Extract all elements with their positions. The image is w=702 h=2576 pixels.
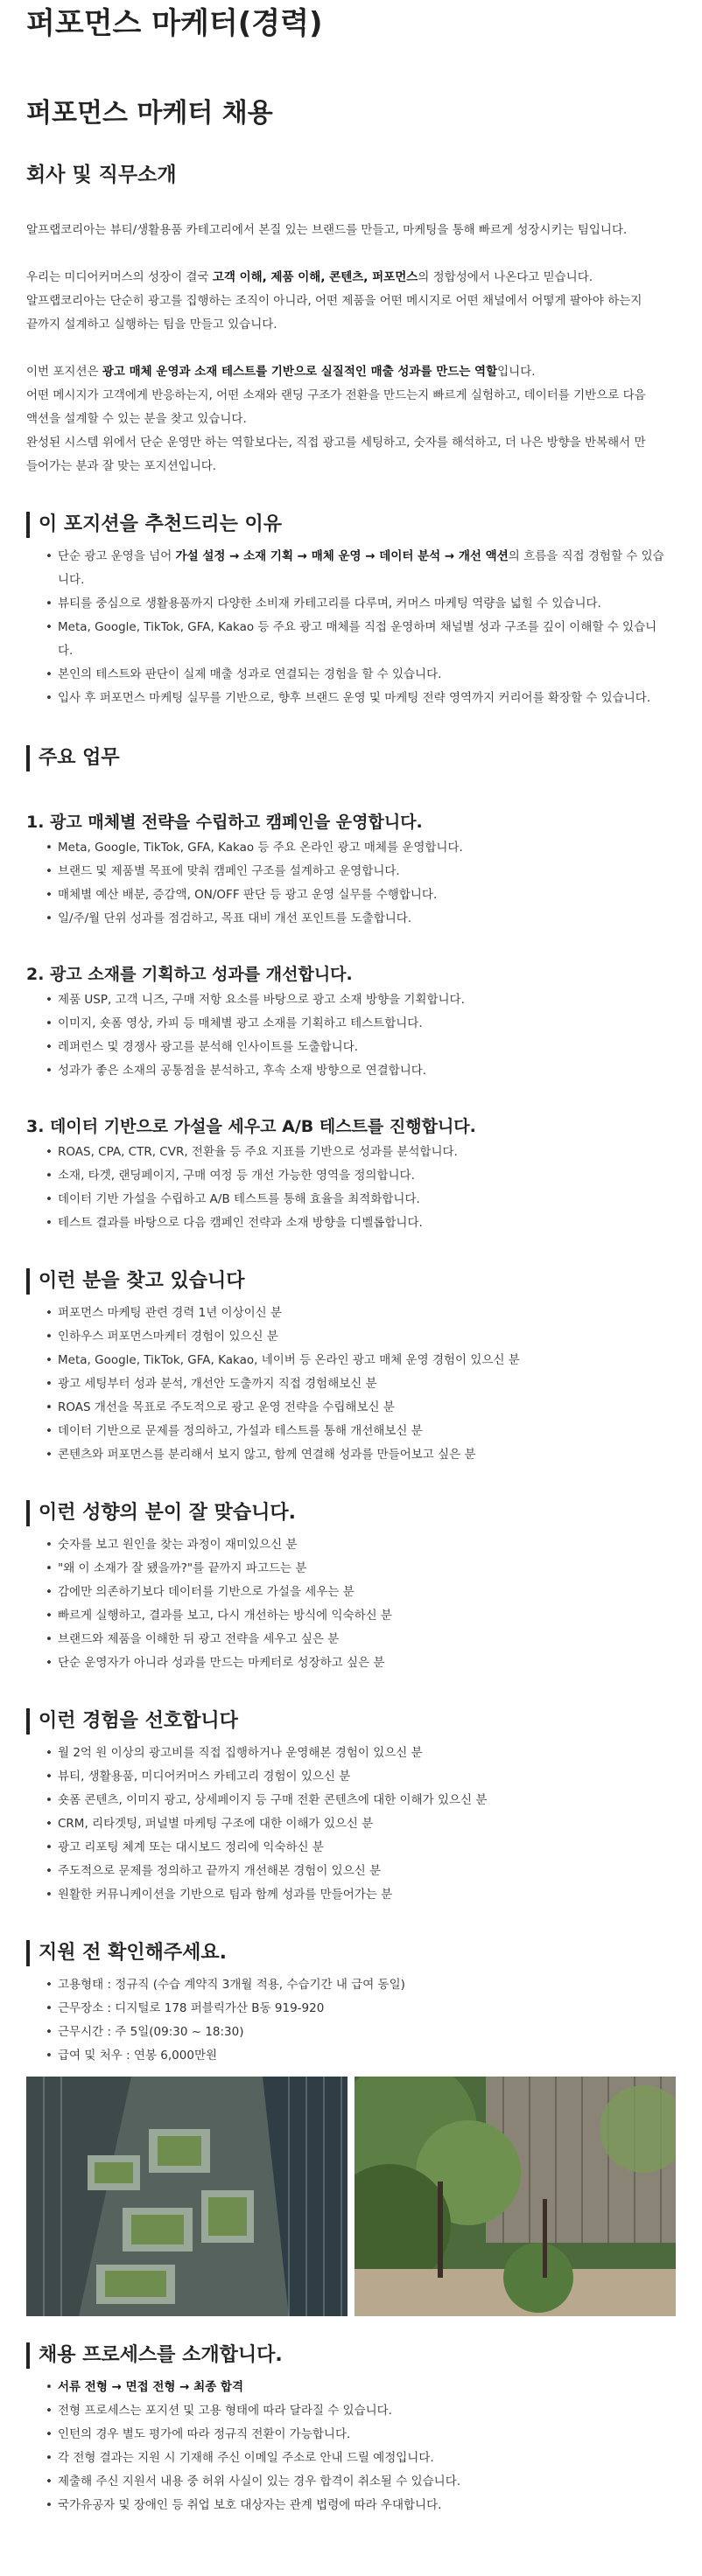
list-item: • 인턴의 경우 별도 평가에 따라 정규직 전환이 가능합니다. (46, 2423, 676, 2447)
list-item: • 원활한 커뮤니케이션을 기반으로 팀과 함께 성과를 만들어가는 분 (46, 1883, 676, 1907)
list-item: • 퍼포먼스 마케팅 관련 경력 1년 이상이신 분 (46, 1302, 676, 1325)
list-item: • ROAS 개선을 목표로 주도적으로 광고 운영 전략을 수립해보신 분 (46, 1396, 676, 1420)
recommend-list (26, 545, 676, 710)
list-item: • 월 2억 원 이상의 광고비를 직접 집행하거나 운영해본 경험이 있으신 분 (46, 1742, 676, 1765)
intro-paragraph-3: 이번 포지션은 광고 매체 운영과 소재 테스트를 기반으로 실질적인 매출 성과를 만드는 역할입니다. 어떤 메시지가 고객에게 반응하는지, 어떤 소재와 랜딩 구조가 전환을 만드는지 빠르게 실험하고, 데이터를 기반으로 다음 액션을 설계할 수 있는 분을 찾고 있습니다. 완성된 시스템 위에서 단순 운영만 하는 역할보다는, 직접 광고를 세팅하고, 숫자를 해석하고, 더 나은 방향을 반복해서 만 들어가는 분과 잘 맞는 포지션입니다. (26, 365, 646, 473)
duty-list (26, 836, 676, 931)
fit-heading: 이런 성향의 분이 잘 맞습니다. (26, 1500, 676, 1526)
duty-group-title: 1. 광고 매체별 전략을 수립하고 캠페인을 운영합니다. (26, 813, 423, 832)
list-item: • 단순 광고 운영을 넘어 가설 설정 → 소재 기획 → 매체 운영 → 데이터 분석 → 개선 액션의 흐름을 직접 경험할 수 있습 니다. (46, 545, 676, 592)
duties-heading: 주요 업무 (26, 745, 676, 771)
list-item: • 고용형태 : 정규직 (수습 계약직 3개월 적용, 수습기간 내 급여 동일) (46, 1973, 676, 1997)
intro-paragraph-2: 우리는 미디어커머스의 성장이 결국 고객 이해, 제품 이해, 콘텐츠, 퍼포먼스의 정합성에서 나온다고 믿습니다. 알프랩코리아는 단순히 광고를 집행하는 조직이 아니라, 어떤 제품을 어떤 메시지로 어떤 채널에서 어떻게 팔아야 하는지 끝까지 설계하고 실행하는 팀을 만들고 있습니다. (26, 270, 642, 332)
job-title: 퍼포먼스 마케터(경력) (26, 6, 323, 41)
list-item: • 뷰티, 생활용품, 미디어커머스 카테고리 경험이 있으신 분 (46, 1765, 676, 1789)
list-item: • 성과가 좋은 소재의 공통점을 분석하고, 후속 소재 방향으로 연결합니다. (46, 1059, 676, 1083)
preferred-heading: 이런 경험을 선호합니다 (26, 1708, 676, 1735)
list-item: • 테스트 결과를 바탕으로 다음 캠페인 전략과 소재 방향을 디벨롭합니다. (46, 1211, 676, 1235)
list-item: • "왜 이 소재가 잘 됐을까?"를 끝까지 파고드는 분 (46, 1557, 676, 1581)
list-item: • 숏폼 콘텐츠, 이미지 광고, 상세페이지 등 구매 전환 콘텐츠에 대한 이해가 있으신 분 (46, 1789, 676, 1812)
list-item: • 데이터 기반으로 문제를 정의하고, 가설과 테스트를 통해 개선해보신 분 (46, 1420, 676, 1443)
looking-for-list (26, 1302, 676, 1467)
office-garden-photo (355, 2077, 676, 2316)
list-item: • 인하우스 퍼포먼스마케터 경험이 있으신 분 (46, 1325, 676, 1349)
fit-list (26, 1533, 676, 1675)
list-item: • 광고 리포팅 체계 또는 대시보드 정리에 익숙하신 분 (46, 1836, 676, 1860)
list-item: • 뷰티를 중심으로 생활용품까지 다양한 소비재 카테고리를 다루며, 커머스 마케팅 역량을 넓힐 수 있습니다. (46, 592, 676, 616)
main-heading: 퍼포먼스 마케터 채용 (26, 98, 273, 129)
intro-heading: 회사 및 직무소개 (26, 164, 177, 186)
check-heading: 지원 전 확인해주세요. (26, 1940, 676, 1966)
preferred-list (26, 1742, 676, 1907)
process-list (26, 2376, 676, 2517)
list-item: • 데이터 기반 가설을 수립하고 A/B 테스트를 통해 효율을 최적화합니다. (46, 1188, 676, 1211)
duty-list (26, 1141, 676, 1235)
looking-for-heading: 이런 분을 찾고 있습니다 (26, 1268, 676, 1295)
recommend-heading: 이 포지션을 추천드리는 이유 (26, 512, 676, 538)
list-item: • 각 전형 결과는 지원 시 기재해 주신 이메일 주소로 안내 드릴 예정입니다. (46, 2447, 676, 2470)
duty-list (26, 988, 676, 1083)
list-item: • 레퍼런스 및 경쟁사 광고를 분석해 인사이트를 도출합니다. (46, 1036, 676, 1059)
list-item: • Meta, Google, TikTok, GFA, Kakao 등 주요 광고 매체를 직접 운영하며 채널별 성과 구조를 깊이 이해할 수 있습니 다. (46, 616, 676, 663)
list-item: • 콘텐츠와 퍼포먼스를 분리해서 보지 않고, 함께 연결해 성과를 만들어보고 싶은 분 (46, 1443, 676, 1467)
list-item: • 근무장소 : 디지털로 178 퍼블릭가산 B동 919-920 (46, 1997, 676, 2021)
duty-group-title: 2. 광고 소재를 기획하고 성과를 개선합니다. (26, 965, 353, 984)
list-item: • 이미지, 숏폼 영상, 카피 등 매체별 광고 소재를 기획하고 테스트합니다. (46, 1012, 676, 1036)
list-item: • 숫자를 보고 원인을 찾는 과정이 재미있으신 분 (46, 1533, 676, 1557)
intro-paragraph-1: 알프랩코리아는 뷰티/생활용품 카테고리에서 본질 있는 브랜드를 만들고, 마케팅을 통해 빠르게 성장시키는 팀입니다. (26, 223, 628, 237)
list-item: • 본인의 테스트와 판단이 실제 매출 성과로 연결되는 경험을 할 수 있습니다. (46, 663, 676, 687)
list-item: • 주도적으로 문제를 정의하고 끝까지 개선해본 경험이 있으신 분 (46, 1860, 676, 1883)
list-item: • 전형 프로세스는 포지션 및 고용 형태에 따라 달라질 수 있습니다. (46, 2399, 676, 2423)
list-item: • Meta, Google, TikTok, GFA, Kakao, 네이버 등 온라인 광고 매체 운영 경험이 있으신 분 (46, 1349, 676, 1372)
list-item: • 브랜드 및 제품별 목표에 맞춰 캠페인 구조를 설계하고 운영합니다. (46, 860, 676, 883)
list-item: • 광고 세팅부터 성과 분석, 개선안 도출까지 직접 경험해보신 분 (46, 1372, 676, 1396)
list-item: • 급여 및 처우 : 연봉 6,000만원 (46, 2044, 676, 2068)
list-item: • 브랜드와 제품을 이해한 뒤 광고 전략을 세우고 싶은 분 (46, 1628, 676, 1651)
list-item: • 제출해 주신 지원서 내용 중 허위 사실이 있는 경우 합격이 취소될 수 있습니다. (46, 2470, 676, 2494)
check-list (26, 1973, 676, 2068)
list-item: • 입사 후 퍼포먼스 마케팅 실무를 기반으로, 향후 브랜드 운영 및 마케팅 전략 영역까지 커리어를 확장할 수 있습니다. (46, 687, 676, 710)
list-item: • 단순 운영자가 아니라 성과를 만드는 마케터로 성장하고 싶은 분 (46, 1651, 676, 1675)
list-item: • 서류 전형 → 면접 전형 → 최종 합격 (46, 2376, 676, 2399)
list-item: • Meta, Google, TikTok, GFA, Kakao 등 주요 온라인 광고 매체를 운영합니다. (46, 836, 676, 860)
office-building-aerial-photo (26, 2077, 347, 2316)
list-item: • 소재, 타겟, 랜딩페이지, 구매 여정 등 개선 가능한 영역을 정의합니다. (46, 1164, 676, 1188)
process-heading: 채용 프로세스를 소개합니다. (26, 2342, 676, 2369)
list-item: • CRM, 리타겟팅, 퍼널별 마케팅 구조에 대한 이해가 있으신 분 (46, 1812, 676, 1836)
list-item: • 매체별 예산 배분, 증감액, ON/OFF 판단 등 광고 운영 실무를 수행합니다. (46, 883, 676, 907)
list-item: • ROAS, CPA, CTR, CVR, 전환율 등 주요 지표를 기반으로 성과를 분석합니다. (46, 1141, 676, 1164)
office-photos (26, 2077, 676, 2316)
list-item: • 국가유공자 및 장애인 등 취업 보호 대상자는 관계 법령에 따라 우대합니다. (46, 2494, 676, 2517)
duty-group-title: 3. 데이터 기반으로 가설을 세우고 A/B 테스트를 진행합니다. (26, 1117, 476, 1136)
list-item: • 빠르게 실행하고, 결과를 보고, 다시 개선하는 방식에 익숙하신 분 (46, 1604, 676, 1628)
garden-trees-icon (355, 2077, 676, 2316)
building-aerial-icon (26, 2077, 347, 2316)
list-item: • 일/주/월 단위 성과를 점검하고, 목표 대비 개선 포인트를 도출합니다. (46, 907, 676, 931)
list-item: • 제품 USP, 고객 니즈, 구매 저항 요소를 바탕으로 광고 소재 방향을 기획합니다. (46, 988, 676, 1012)
list-item: • 감에만 의존하기보다 데이터를 기반으로 가설을 세우는 분 (46, 1581, 676, 1604)
list-item: • 근무시간 : 주 5일(09:30 ~ 18:30) (46, 2021, 676, 2044)
